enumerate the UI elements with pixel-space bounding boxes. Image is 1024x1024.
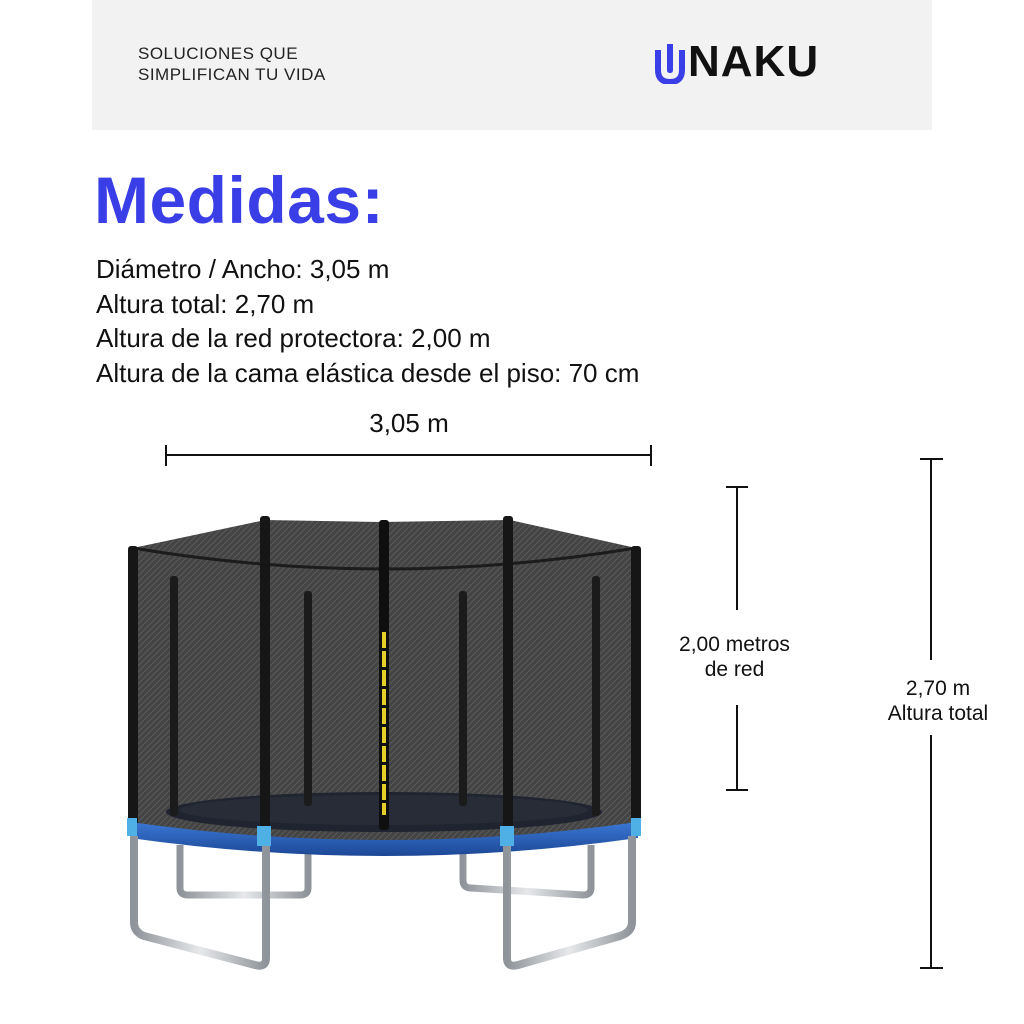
spec-item-diameter: Diámetro / Ancho: 3,05 m	[96, 254, 390, 284]
width-dimension-label: 3,05 m	[369, 408, 449, 438]
tagline-line-1: SOLUCIONES QUE	[138, 44, 299, 63]
spec-item-net-height: Altura de la red protectora: 2,00 m	[96, 323, 491, 353]
tagline-line-2: SIMPLIFICAN TU VIDA	[138, 65, 326, 84]
brand-name: NAKU	[688, 37, 820, 86]
total-height-unit: Altura total	[887, 702, 989, 725]
net-height-value: 2,00 metros	[679, 633, 790, 656]
spec-item-total-height: Altura total: 2,70 m	[96, 288, 315, 319]
total-height-caption	[866, 676, 1010, 726]
width-dimension-line	[166, 445, 651, 466]
total-height-value: 2,70 m	[905, 677, 971, 700]
page-title: Medidas:	[94, 163, 385, 237]
net-height-unit: de red	[704, 658, 765, 681]
net-height-caption	[652, 632, 817, 682]
spec-item-bed-height: Altura de la cama elástica desde el piso: 70 cm	[96, 357, 640, 388]
